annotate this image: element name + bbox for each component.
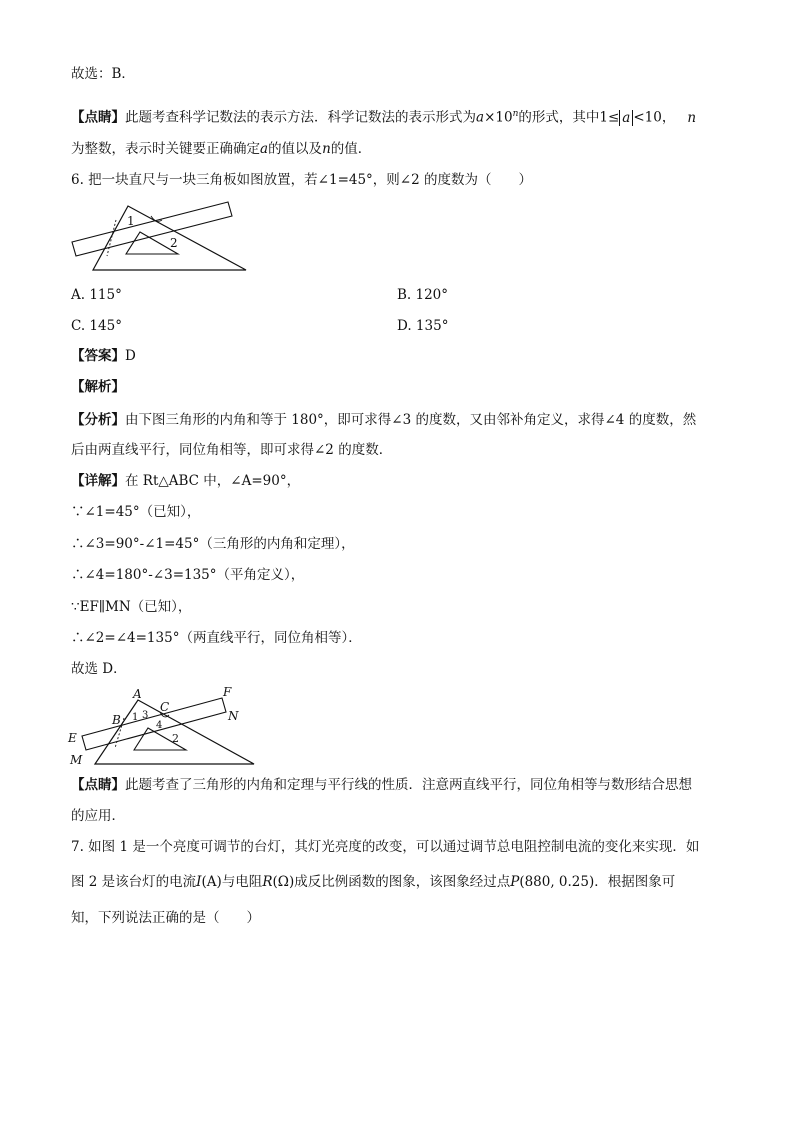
question-7-line-1: 7. 如图 1 是一个亮度可调节的台灯，其灯光亮度的改变，可以通过调节总电阻控制电流的变化来实现．如: [71, 839, 700, 855]
question-7-line-3: 知，下列说法正确的是（ ）: [71, 910, 260, 926]
q7-var-r: R: [262, 874, 273, 890]
q7-var-p: P: [510, 874, 520, 890]
formula-exp: n: [512, 109, 519, 119]
fenxi-text-1: 由下图三角形的内角和等于 180°，即可求得∠3 的度数，又由邻补角定义，求得∠4 的度数，然: [125, 412, 697, 428]
comment-text-1: 此题考查科学记数法的表示方法．科学记数法的表示形式为: [125, 109, 476, 126]
q7-text-j: ．根据图象可: [594, 874, 676, 890]
detail-line-1: [71, 471, 300, 491]
answer-value: D: [125, 348, 136, 364]
step-4: ∵EF∥MN（已知），: [71, 599, 192, 615]
ruler-2: [82, 698, 226, 750]
option-b: B. 120°: [397, 287, 449, 303]
var-a2: a: [260, 141, 269, 157]
formula-times: ×10: [484, 109, 513, 126]
var-n: n: [687, 109, 697, 126]
fig2-label-b: B: [112, 713, 121, 727]
q7-unit-a: (A): [201, 874, 222, 890]
comment-6-tag: 【点睛】: [71, 777, 125, 793]
comment-text-3: <10，: [633, 109, 676, 126]
q7-text-d: 与电阻: [221, 874, 263, 890]
question-7-line-2: [71, 872, 675, 892]
fig2-label-c: C: [160, 700, 170, 714]
figure-ruler-triangle-2: [68, 684, 274, 770]
abs-a: a: [619, 110, 633, 126]
step-6: 故选 D．: [71, 661, 127, 677]
answer-line: 故选：B．: [71, 66, 135, 82]
ruler-outline: [72, 202, 232, 256]
fig2-label-4: 4: [156, 720, 163, 731]
fig2-label-f: F: [223, 685, 232, 699]
step-3: ∴∠4=180°-∠3=135°（平角定义），: [71, 567, 305, 583]
fig2-label-2: 2: [172, 732, 179, 745]
comment-text-5: 的值以及: [268, 141, 323, 157]
comment-6-line-1: [71, 775, 692, 795]
step-2: ∴∠3=90°-∠1=45°（三角形的内角和定理），: [71, 536, 355, 552]
comment-6-line-2: 的应用．: [71, 808, 125, 824]
q7-unit-ohm: (Ω): [272, 874, 295, 890]
fig1-label-1: 1: [127, 214, 135, 228]
q7-point: (880, 0.25): [519, 874, 595, 890]
comment-paragraph: [71, 104, 696, 128]
answer-tag: 【答案】: [71, 348, 125, 364]
fig2-label-1: 1: [132, 712, 139, 723]
step-5: ∴∠2=∠4=135°（两直线平行，同位角相等）．: [71, 630, 362, 646]
comment-6-text-1: 此题考查了三角形的内角和定理与平行线的性质．注意两直线平行，同位角相等与数形结合思想: [125, 777, 692, 793]
q7-text-a: 图 2 是该台灯的电流: [71, 874, 197, 890]
option-d: D. 135°: [397, 318, 449, 334]
fenxi-tag: 【分析】: [71, 412, 125, 428]
detail-text-1: 在 Rt△ABC 中，∠A=90°，: [125, 473, 301, 489]
figure-ruler-triangle-1: [66, 198, 256, 274]
option-c: C. 145°: [71, 318, 122, 334]
comment-text-2: 的形式，其中1≤: [518, 109, 620, 126]
comment-text-6: 的值．: [330, 141, 372, 157]
fenxi-line-1: [71, 410, 696, 430]
detail-tag: 【详解】: [71, 473, 125, 489]
question-6: 6. 把一块直尺与一块三角板如图放置，若∠1=45°，则∠2 的度数为（ ）: [71, 172, 533, 188]
formula-a: a: [476, 109, 485, 126]
q7-text-g: 成反比例函数的图象，该图象经过点: [294, 874, 511, 890]
q7-var-i: I: [196, 874, 202, 890]
comment-text-4: 为整数，表示时关键要正确确定: [71, 141, 260, 157]
answer-row: [71, 346, 136, 366]
fig2-label-m: M: [70, 753, 83, 767]
comment-paragraph-2: [71, 139, 371, 159]
analysis-tag: 【解析】: [71, 379, 125, 395]
comment-tag: 【点睛】: [71, 109, 125, 126]
option-a: A. 115°: [71, 287, 122, 303]
fig2-label-n: N: [228, 709, 239, 723]
fig2-label-3: 3: [142, 710, 149, 721]
step-1: ∵∠1=45°（已知），: [71, 504, 201, 520]
var-n2: n: [322, 141, 331, 157]
fenxi-line-2: 后由两直线平行，同位角相等，即可求得∠2 的度数．: [71, 442, 393, 458]
fig2-label-a: A: [133, 687, 142, 701]
fig2-label-e: E: [68, 731, 77, 745]
fig1-label-2: 2: [170, 236, 178, 250]
